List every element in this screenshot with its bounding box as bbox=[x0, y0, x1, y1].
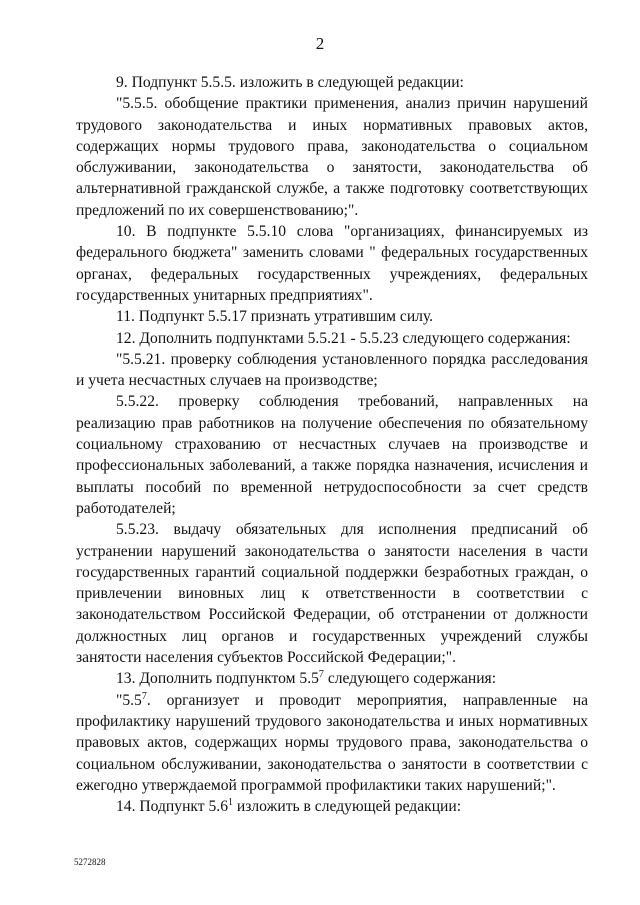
paragraph-10: 10. В подпункте 5.5.10 слова "организациях, финансируемых из федерального бюджета" заменить словами " федеральных государственных органах, федеральных государственных учреждениях, федеральных государственных унитарных предприятиях". bbox=[76, 223, 588, 304]
subparagraph-5-5-7-after: . организует и проводит мероприятия, направленные на профилактику нарушений трудового законодательства и иных нормативных правовых актов, содержащих нормы трудового права, законодательства о социальном обслуживании, законодательства о занятости в соответствии с ежегодно утверждаемой программой профилактики таких нарушений;". bbox=[76, 691, 588, 794]
paragraph-14-sup: 1 bbox=[228, 797, 233, 809]
paragraph-13-after: следующего содержания: bbox=[323, 670, 497, 688]
paragraph-14-before: 14. Подпункт 5.6 bbox=[116, 798, 228, 816]
subparagraph-5-5-7-sup: 7 bbox=[141, 690, 147, 702]
paragraph-9: 9. Подпункт 5.5.5. изложить в следующей редакции: bbox=[116, 74, 464, 91]
subparagraph-5-5-22: 5.5.22. проверку соблюдения требований, направленных на реализацию прав работников на получение обеспечения по обязательному социальному страхованию от несчастных случаев на производстве и профессиональных заболеваний, а также порядка назначения, исчисления и выплаты пособий по временной нетрудоспособности за счет средств работодателей; bbox=[76, 393, 588, 517]
document-code: 5272828 bbox=[74, 857, 106, 867]
paragraph-13-before: 13. Дополнить подпунктом 5.5 bbox=[116, 670, 319, 688]
paragraph-14 bbox=[76, 796, 588, 817]
paragraph-13-sup: 7 bbox=[318, 669, 324, 681]
subparagraph-5-5-7 bbox=[76, 690, 588, 796]
paragraph-9-text: "5.5.5. обобщение практики применения, анализ причин нарушений трудового законодательства и иных нормативных правовых актов, содержащих нормы трудового права, законодательства о социальном обслуживании, законодательства о занятости, законодательства об альтернативной гражданской службе, а также подготовку соответствующих предложений по их совершенствованию;". bbox=[76, 95, 588, 219]
paragraph-14-after: изложить в следующей редакции: bbox=[233, 798, 462, 816]
paragraph-13 bbox=[76, 668, 588, 689]
subparagraph-5-5-21: "5.5.21. проверку соблюдения установленного порядка расследования и учета несчастных случаев на производстве; bbox=[76, 350, 588, 390]
paragraph-11: 11. Подпункт 5.5.17 признать утратившим силу. bbox=[116, 308, 434, 326]
subparagraph-5-5-7-before: "5.5 bbox=[116, 691, 142, 709]
paragraph-12: 12. Дополнить подпунктами 5.5.21 - 5.5.23 следующего содержания: bbox=[116, 329, 571, 347]
document-body bbox=[76, 72, 588, 817]
page-number: 2 bbox=[315, 34, 325, 53]
subparagraph-5-5-23: 5.5.23. выдачу обязательных для исполнения предписаний об устранении нарушений законодательства о занятости населения в части государственных гарантий социальной поддержки безработных граждан, о привлечении виновных лиц к ответственности в соответствии с законодательством Российской Федерации, об отстранении от должности должностных лиц органов и государственных учреждений службы занятости населения субъектов Российской Федерации;". bbox=[76, 521, 588, 667]
